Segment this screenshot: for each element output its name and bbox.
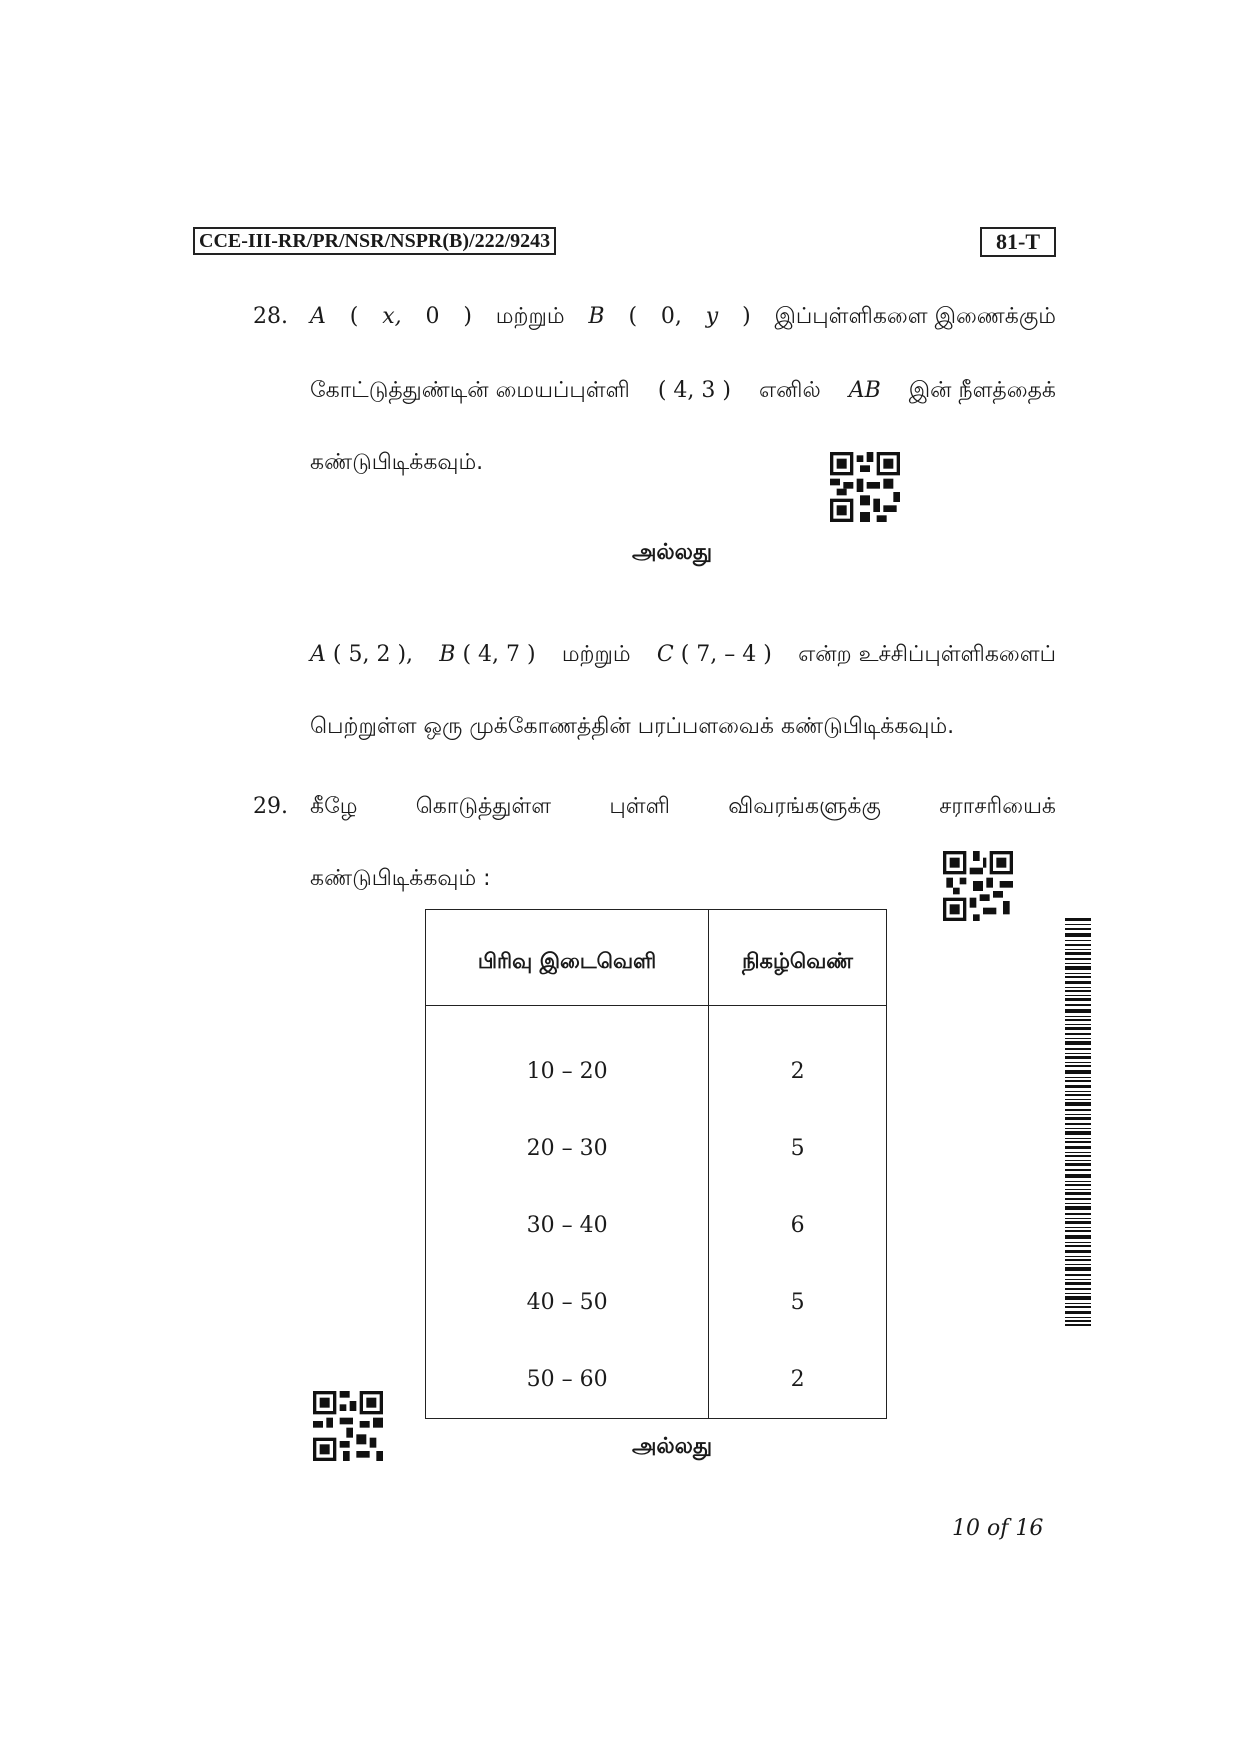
exam-code: CCE-III-RR/PR/NSR/NSPR(B)/222/9243 xyxy=(193,227,556,255)
table-cell-interval: 30 – 40 xyxy=(426,1187,709,1264)
table-row xyxy=(426,1006,887,1111)
table-row xyxy=(426,1187,887,1264)
table-cell-frequency: 2 xyxy=(709,1341,887,1419)
or-separator-1: அல்லது xyxy=(631,540,713,565)
barcode xyxy=(1065,918,1091,1326)
q28-alt-line-1: A ( 5, 2 ), B ( 4, 7 ) மற்றும் C ( 7, – 4 ) என்ற உச்சிப்புள்ளிகளைப் xyxy=(310,642,1056,667)
question-28-number: 28. xyxy=(253,304,288,329)
table-row xyxy=(426,1341,887,1419)
or-separator-2: அல்லது xyxy=(631,1434,713,1459)
table-cell-frequency: 2 xyxy=(709,1006,887,1111)
table-row xyxy=(426,1110,887,1187)
table-cell-interval: 40 – 50 xyxy=(426,1264,709,1341)
table-header-class-interval: பிரிவு இடைவெளி xyxy=(426,910,709,1006)
q28-alt-line-2: பெற்றுள்ள ஒரு முக்கோணத்தின் பரப்பளவைக் கண்டுபிடிக்கவும். xyxy=(310,714,955,739)
table-cell-frequency: 6 xyxy=(709,1187,887,1264)
table-cell-interval: 50 – 60 xyxy=(426,1341,709,1419)
page-number: 10 of 16 xyxy=(952,1516,1044,1541)
table-cell-interval: 20 – 30 xyxy=(426,1110,709,1187)
q28-line-1: A ( x, 0 ) மற்றும் B ( 0, y ) இப்புள்ளிகளை இணைக்கும் xyxy=(310,304,1056,329)
qr-code-3 xyxy=(313,1391,383,1461)
q29-line-2: கண்டுபிடிக்கவும் : xyxy=(310,866,491,891)
question-29-number: 29. xyxy=(253,794,288,819)
table-cell-frequency: 5 xyxy=(709,1264,887,1341)
table-header-frequency: நிகழ்வெண் xyxy=(709,910,887,1006)
qr-code-1 xyxy=(830,452,900,522)
table-header-row xyxy=(426,910,887,1006)
table-cell-frequency: 5 xyxy=(709,1110,887,1187)
paper-code: 81-T xyxy=(980,227,1056,257)
q29-line-1: கீழே கொடுத்துள்ள புள்ளி விவரங்களுக்கு சராசரியைக் xyxy=(310,794,1056,819)
frequency-table xyxy=(425,909,887,1419)
qr-code-2 xyxy=(943,851,1013,921)
q28-line-2: கோட்டுத்துண்டின் மையப்புள்ளி ( 4, 3 ) எனில் AB இன் நீளத்தைக் xyxy=(310,378,1056,403)
table-cell-interval: 10 – 20 xyxy=(426,1006,709,1111)
table-row xyxy=(426,1264,887,1341)
q28-line-3: கண்டுபிடிக்கவும். xyxy=(310,450,484,475)
